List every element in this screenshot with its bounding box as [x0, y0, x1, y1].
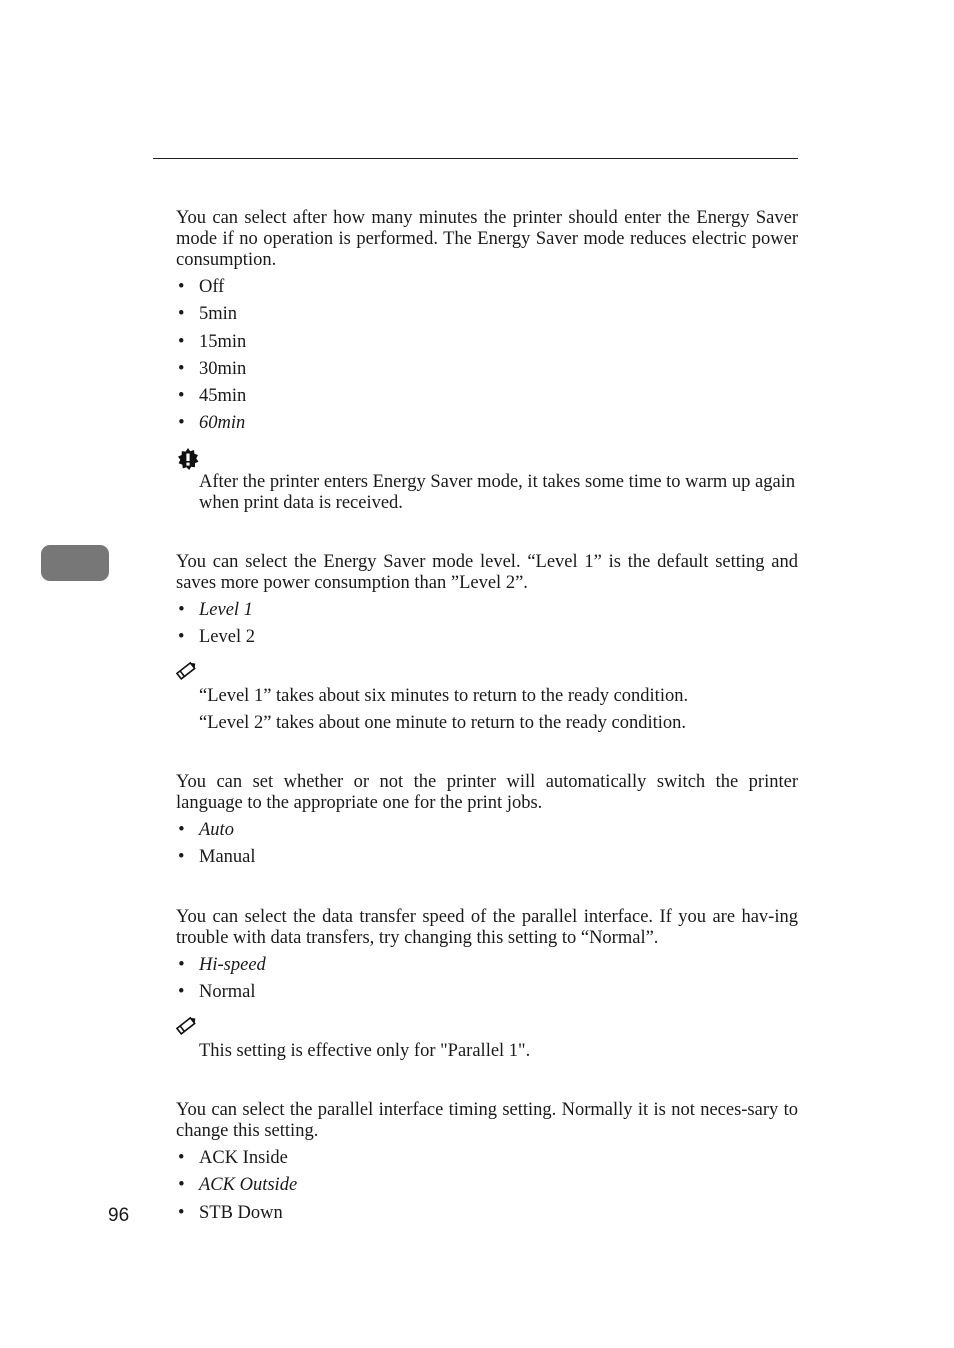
note-text: “Level 1” takes about six minutes to return to the ready condition. — [199, 686, 689, 706]
list-item-default: • Auto — [176, 820, 798, 847]
note-text: “Level 2” takes about one minute to return to the ready condition. — [199, 713, 687, 733]
list-item: • STB Down — [176, 1203, 798, 1230]
list-item: • Level 2 — [176, 627, 798, 654]
list-item: • 15min — [176, 332, 798, 359]
page-number: 96 — [108, 1205, 130, 1226]
energy-saver-timer-description: You can select after how many minutes the printer should enter the Energy Saver mode if no operation is performed. The Energy Saver mode reduces electric power consumption. — [176, 208, 798, 270]
list-item-default: • ACK Outside — [176, 1175, 798, 1202]
transfer-speed-description: You can select the data transfer speed of the parallel interface. If you are hav-ing trouble with data transfers, try changing this setting to “Normal”. — [176, 907, 798, 948]
list-item: • Off — [176, 277, 798, 304]
parallel-timing-options — [176, 1148, 798, 1230]
chapter-tab — [41, 545, 109, 581]
note-icon — [176, 660, 198, 680]
list-item: • Normal — [176, 982, 798, 1009]
language-switch-options — [176, 820, 798, 875]
important-text: After the printer enters Energy Saver mode, it takes some time to warm up again when print data is received. — [199, 472, 796, 513]
energy-saver-level-description: You can select the Energy Saver mode level. “Level 1” is the default setting and saves more power consumption than ”Level 2”. — [176, 552, 798, 593]
parallel-timing-description: You can select the parallel interface timing setting. Normally it is not neces-sary to change this setting. — [176, 1100, 798, 1141]
energy-saver-level-options — [176, 600, 798, 655]
transfer-speed-options — [176, 955, 798, 1010]
note-icon — [176, 1015, 198, 1035]
energy-saver-timer-options — [176, 277, 798, 441]
language-switch-description: You can set whether or not the printer will automatically switch the printer language to the appropriate one for the print jobs. — [176, 772, 798, 813]
list-item-default: • Hi-speed — [176, 955, 798, 982]
list-item: • ACK Inside — [176, 1148, 798, 1175]
list-item-default: • Level 1 — [176, 600, 798, 627]
header-rule — [153, 158, 798, 159]
note-text: This setting is effective only for "Parallel 1". — [199, 1041, 531, 1061]
important-icon — [176, 447, 200, 471]
list-item: • Manual — [176, 847, 798, 874]
list-item: • 45min — [176, 386, 798, 413]
list-item: • 5min — [176, 304, 798, 331]
list-item: • 30min — [176, 359, 798, 386]
list-item-default: • 60min — [176, 413, 798, 440]
